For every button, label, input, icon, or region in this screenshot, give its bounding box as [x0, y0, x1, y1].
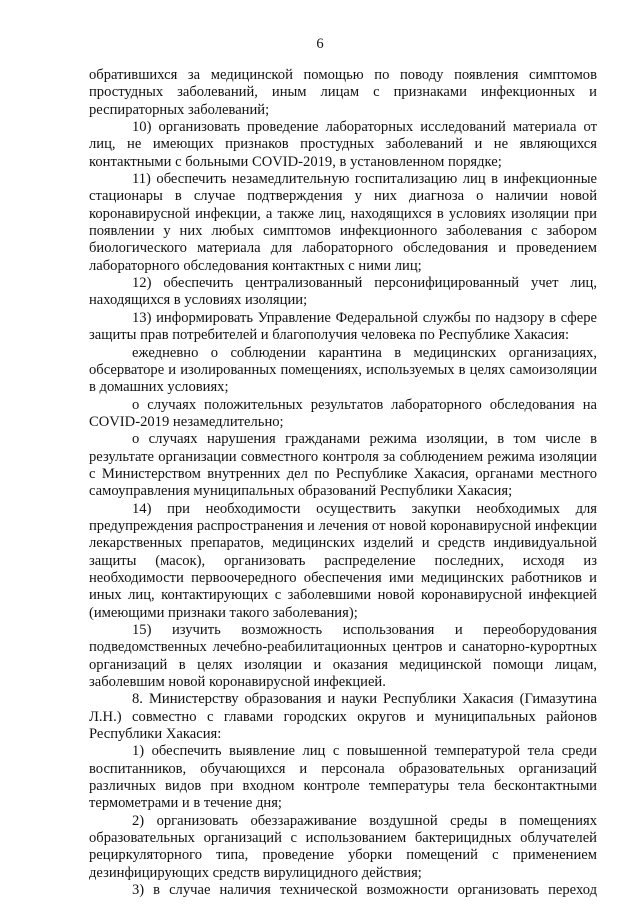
document-body [89, 67, 597, 900]
paragraph: 8. Министерству образования и науки Республики Хакасия (Гимазутина Л.Н.) совместно с главами городских округов и муниципальных районов Республики Хакасия: [89, 691, 597, 743]
paragraph: 13) информировать Управление Федеральной службы по надзору в сфере защиты прав потребителей и благополучия человека по Республике Хакасия: [89, 309, 597, 344]
paragraph: 12) обеспечить централизованный персонифицированный учет лиц, находящихся в условиях изоляции; [89, 275, 597, 309]
paragraph: 11) обеспечить незамедлительную госпитализацию лиц в инфекционные стационары в случае подтверждения у них диагноза о наличии новой коронавирусной инфекции, а также лиц, находящихся в условиях изоляции при появлении у них любых симптомов инфекционного заболевания с забором биологического материала для лабораторного обследования и проведением лабораторного обследования контактных с ними лиц; [89, 171, 597, 274]
paragraph: о случаях положительных результатов лабораторного обследования на COVID-2019 незамедлительно; [89, 396, 597, 430]
paragraph: обратившихся за медицинской помощью по поводу появления симптомов простудных заболеваний, иным лицам с признаками инфекционных и респираторных заболеваний; [89, 67, 597, 118]
paragraph: 2) организовать обеззараживание воздушной среды в помещениях образовательных организаций с использованием бактерицидных облучателей рециркуляторного типа, проведение уборки помещений с применением дезинфицирующих средств вирулицидного действия; [89, 812, 597, 881]
paragraph: ежедневно о соблюдении карантина в медицинских организациях, обсерваторе и изолированных помещениях, используемых в целях самоизоляции в домашних условиях; [89, 344, 597, 396]
paragraph: о случаях нарушения гражданами режима изоляции, в том числе в результате организации совместного контроля за соблюдением режима изоляции с Министерством внутренних дел по Республике Хакасия, органами местного самоуправления муниципальных образований Республики Хакасия; [89, 431, 597, 500]
paragraph: 10) организовать проведение лабораторных исследований материала от лиц, не имеющих признаков простудных заболеваний и не являющихся контактными с больными COVID-2019, в установленном порядке; [89, 119, 597, 170]
paragraph: 15) изучить возможность использования и переоборудования подведомственных лечебно-реабилитационных центров и санаторно-курортных организаций в целях изоляции и оказания медицинской помощи лицам, заболевшим новой коронавирусной инфекцией. [89, 622, 597, 691]
paragraph: 1) обеспечить выявление лиц с повышенной температурой тела среди воспитанников, обучающихся и персонала образовательных организаций различных видов при входном контроле температуры тела бесконтактными термометрами и в течение дня; [89, 743, 597, 812]
paragraph: 14) при необходимости осуществить закупки необходимых для предупреждения распространения и лечения от новой коронавирусной инфекции лекарственных препаратов, медицинских изделий и средств индивидуальной защиты (масок), организовать распределение последних, исходя из необходимости первоочередного обеспечения ими медицинских работников и иных лиц, контактирующих с заболевшими новой коронавирусной инфекцией (имеющими признаки такого заболевания); [89, 500, 597, 621]
page-number: 6 [316, 36, 324, 52]
paragraph: 3) в случае наличия технической возможности организовать переход [132, 882, 597, 899]
